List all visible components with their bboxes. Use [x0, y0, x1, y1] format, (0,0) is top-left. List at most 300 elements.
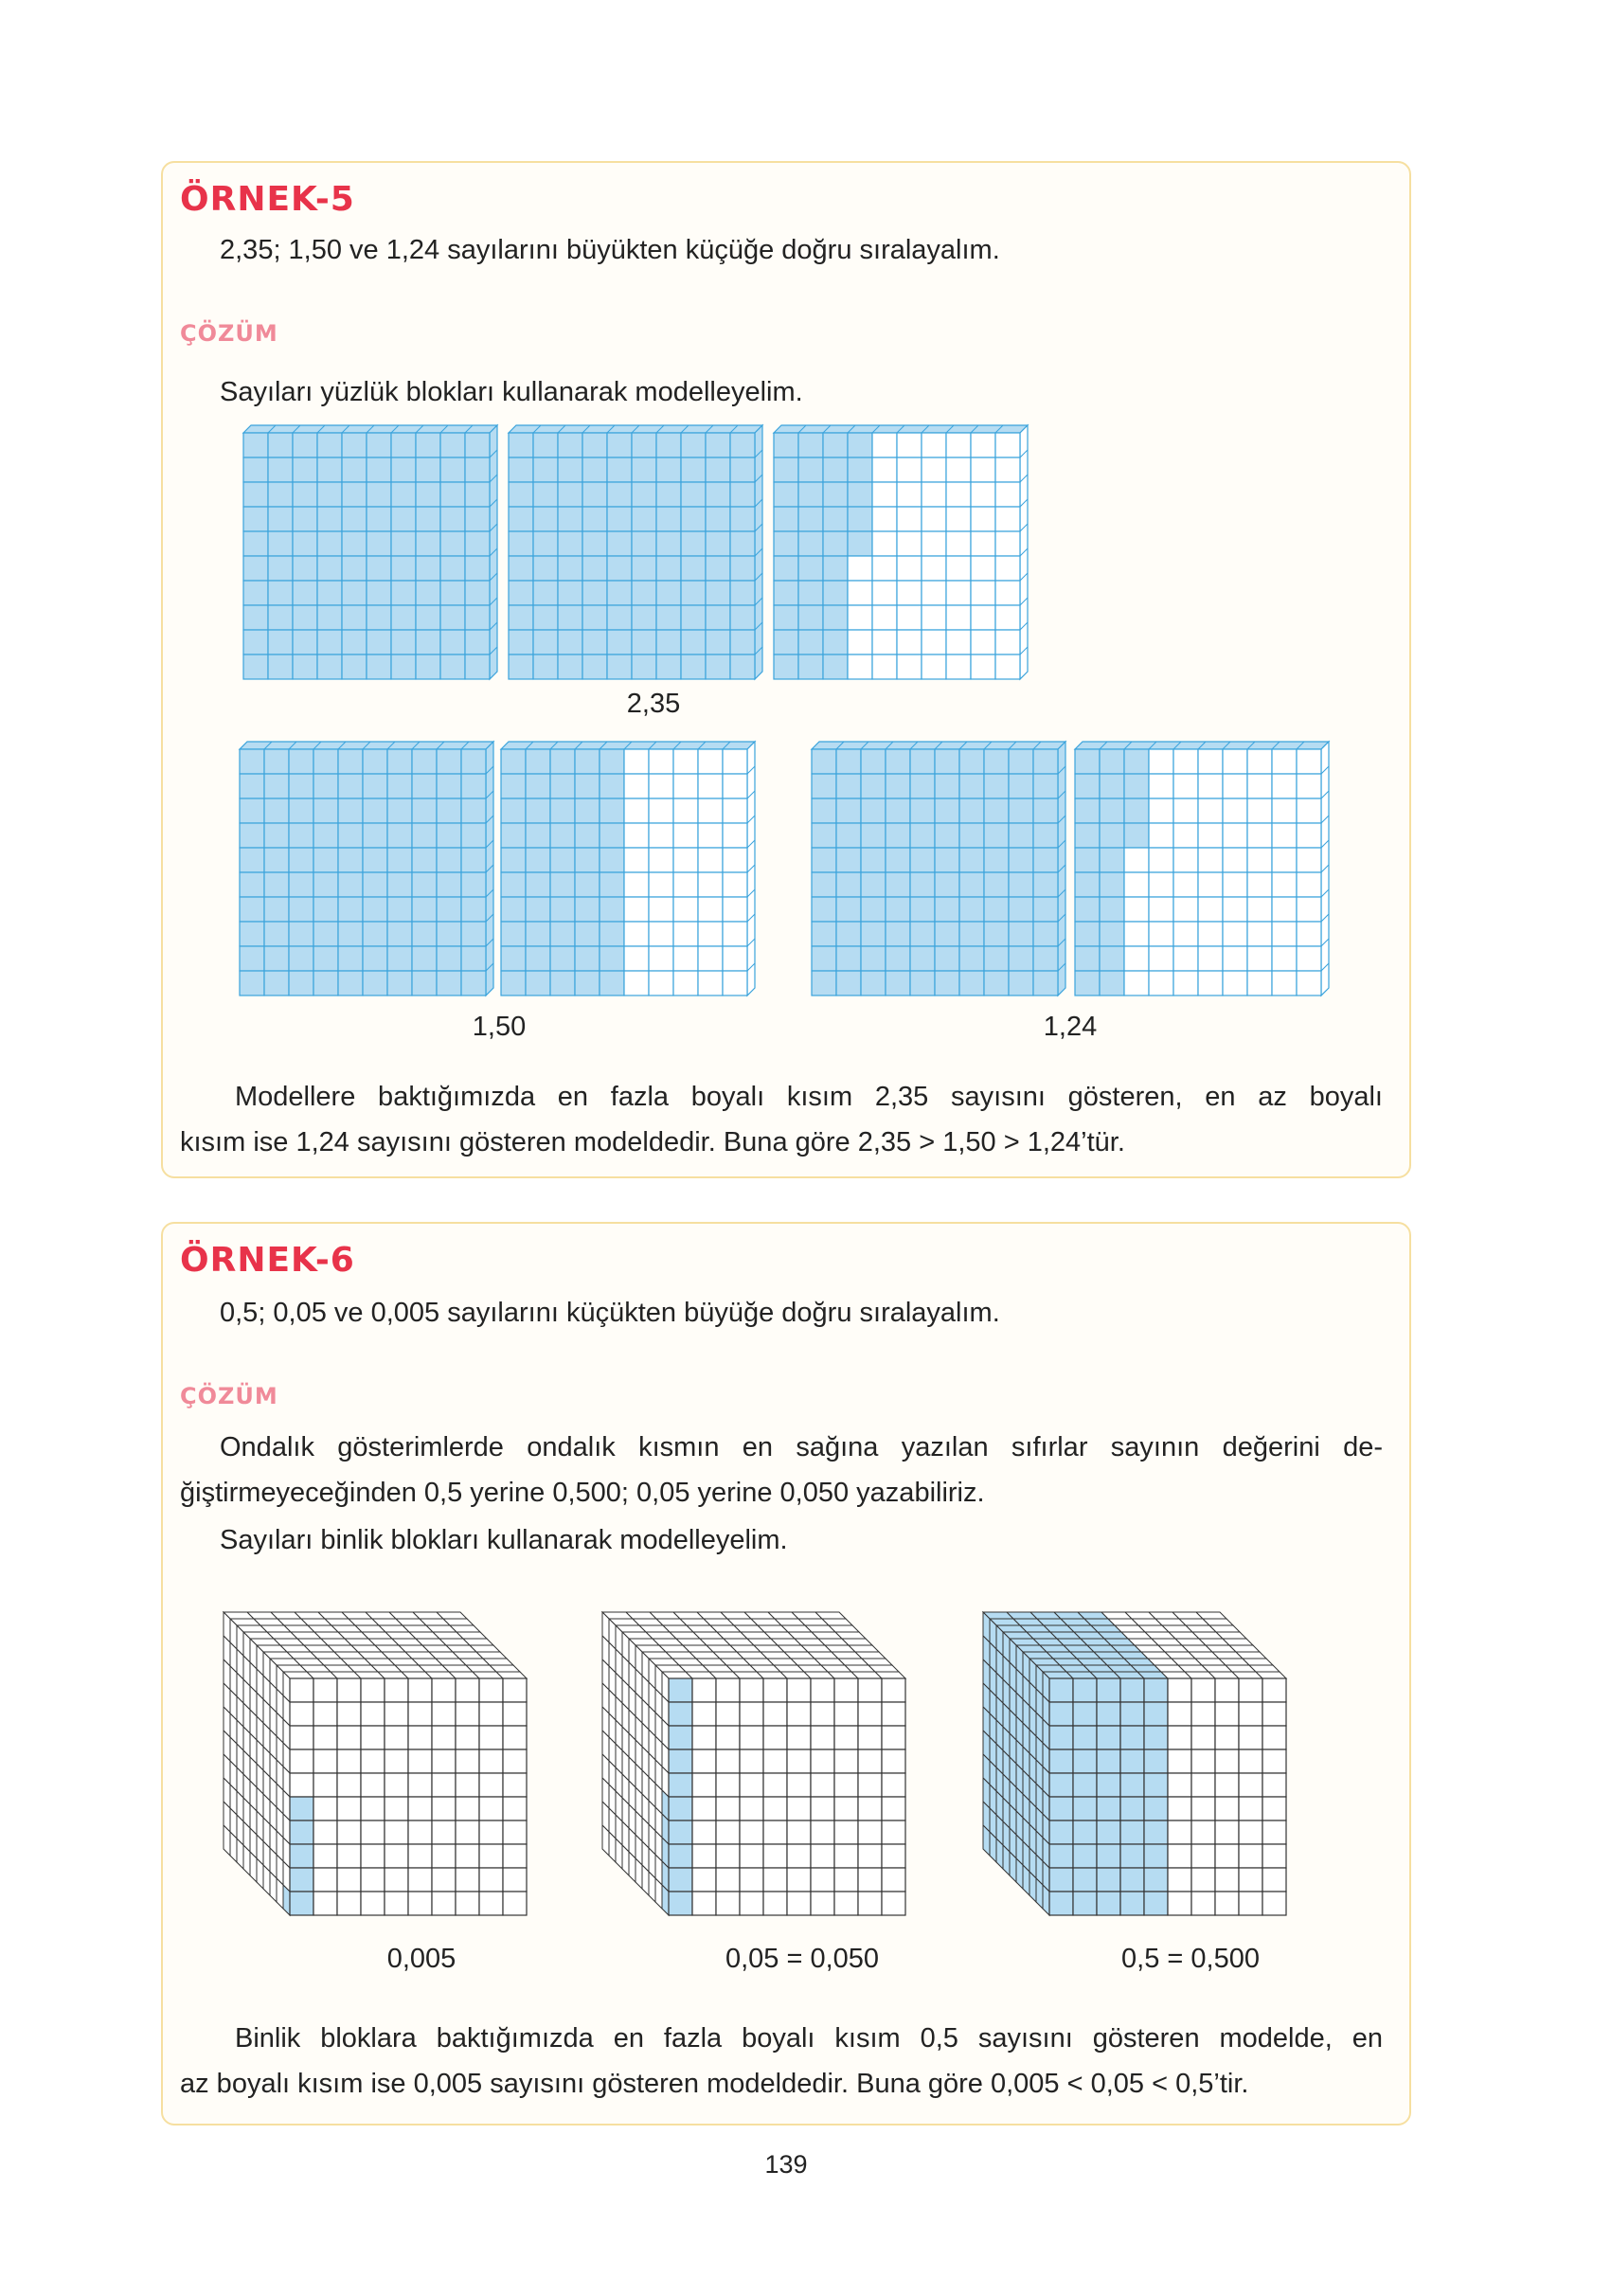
hundred-cell: [861, 946, 886, 971]
hundred-cell: [1223, 971, 1247, 996]
hundred-cell: [971, 581, 995, 605]
hundred-cell: [730, 655, 755, 679]
hundred-cell: [363, 897, 387, 922]
thousand-cell: [1120, 1868, 1144, 1892]
hundred-cell: [1198, 922, 1223, 946]
thousand-cell: [479, 1797, 503, 1821]
hundred-cell: [509, 556, 533, 581]
thousand-cell: [763, 1726, 787, 1749]
hundred-cell: [706, 605, 730, 630]
hundred-cell: [995, 630, 1020, 655]
hundred-cell: [342, 457, 367, 482]
hundred-cell: [526, 897, 550, 922]
hundred-cell: [509, 630, 533, 655]
hundred-cell: [416, 531, 440, 556]
thousand-cell: [432, 1773, 456, 1797]
hundred-cell: [582, 655, 607, 679]
thousand-cell: [503, 1702, 527, 1726]
hundred-block-150-2: [500, 741, 756, 996]
hundred-cell: [387, 848, 412, 872]
hundred-cell: [558, 482, 582, 507]
hundred-cell: [897, 556, 922, 581]
hundred-cell: [673, 946, 698, 971]
hundred-cell: [533, 482, 558, 507]
thousand-cell: [1262, 1678, 1286, 1702]
thousand-cell: [692, 1702, 716, 1726]
thousand-cell: [787, 1868, 811, 1892]
thousand-cell: [882, 1678, 905, 1702]
hundred-cell: [1124, 774, 1149, 798]
hundred-cell: [582, 531, 607, 556]
hundred-cell: [243, 581, 268, 605]
hundred-cell: [922, 457, 946, 482]
hundred-cell: [367, 433, 391, 457]
hundred-cell: [1149, 848, 1173, 872]
hundred-cell: [289, 848, 313, 872]
thousand-cell: [692, 1773, 716, 1797]
hundred-cell: [935, 971, 959, 996]
hundred-cell: [412, 774, 437, 798]
hundred-cell: [575, 897, 600, 922]
hundred-cell: [836, 774, 861, 798]
hundred-cell: [910, 897, 935, 922]
thousand-cell: [882, 1749, 905, 1773]
hundred-cell: [1100, 848, 1124, 872]
thousand-cell: [1215, 1868, 1239, 1892]
thousand-cell: [337, 1726, 361, 1749]
thousand-cell: [337, 1844, 361, 1868]
hundred-cell: [812, 848, 836, 872]
hundred-cell: [848, 655, 872, 679]
hundred-cell: [848, 581, 872, 605]
hundred-cell: [1033, 823, 1058, 848]
hundred-cell: [723, 946, 747, 971]
thousand-cell: [834, 1868, 858, 1892]
hundred-cell: [656, 482, 681, 507]
hundred-cell: [1075, 897, 1100, 922]
hundred-cell: [338, 749, 363, 774]
hundred-cell: [293, 531, 317, 556]
hundred-cell: [342, 581, 367, 605]
thousand-cell: [858, 1844, 882, 1868]
thousand-cell: [1215, 1726, 1239, 1749]
hundred-cell: [823, 630, 848, 655]
hundred-cell: [624, 749, 649, 774]
hundred-cell: [706, 531, 730, 556]
hundred-cell: [240, 749, 264, 774]
hundred-cell: [607, 482, 632, 507]
hundred-cell: [823, 605, 848, 630]
hundred-cell: [886, 823, 910, 848]
hundred-cell: [293, 433, 317, 457]
hundred-cell: [886, 848, 910, 872]
hundred-cell: [342, 482, 367, 507]
hundred-cell: [632, 581, 656, 605]
example-6-title: ÖRNEK-6: [180, 1241, 355, 1280]
hundred-cell: [391, 457, 416, 482]
hundred-cell: [575, 749, 600, 774]
hundred-cell: [317, 531, 342, 556]
thousand-cell: [669, 1844, 692, 1868]
thousand-cell: [1262, 1702, 1286, 1726]
hundred-cell: [897, 507, 922, 531]
thousand-cell: [1239, 1773, 1262, 1797]
hundred-cell: [632, 531, 656, 556]
hundred-cell: [240, 823, 264, 848]
thousand-block-0-005: [222, 1610, 528, 1917]
thousand-cell: [1191, 1678, 1215, 1702]
hundred-cell: [656, 433, 681, 457]
hundred-cell: [897, 531, 922, 556]
hundred-cell: [698, 971, 723, 996]
hundred-block-124-1: [811, 741, 1066, 996]
hundred-cell: [935, 798, 959, 823]
hundred-cell: [461, 749, 486, 774]
hundred-cell: [848, 433, 872, 457]
hundred-cell: [984, 774, 1009, 798]
hundred-cell: [922, 581, 946, 605]
hundred-cell: [681, 655, 706, 679]
hundred-cell: [264, 946, 289, 971]
hundred-cell: [910, 774, 935, 798]
hundred-cell: [526, 798, 550, 823]
hundred-cell: [922, 630, 946, 655]
example-6-intro: Sayıları binlik blokları kullanarak modelleyelim.: [220, 1525, 788, 1555]
hundred-cell: [995, 581, 1020, 605]
thousand-cell: [1262, 1797, 1286, 1821]
hundred-cell: [440, 531, 465, 556]
hundred-cell: [848, 457, 872, 482]
thousand-cell: [669, 1726, 692, 1749]
hundred-block-235-3: [773, 424, 1029, 680]
example-5-box: [161, 161, 1411, 1178]
thousand-cell: [1239, 1702, 1262, 1726]
thousand-cell: [1215, 1844, 1239, 1868]
hundred-cell: [1173, 897, 1198, 922]
hundred-cell: [600, 774, 624, 798]
hundred-cell: [501, 749, 526, 774]
thousand-cell: [1144, 1892, 1168, 1915]
thousand-cell: [1262, 1844, 1286, 1868]
hundred-cell: [533, 581, 558, 605]
hundred-cell: [872, 556, 897, 581]
hundred-cell: [946, 507, 971, 531]
hundred-cell: [632, 482, 656, 507]
hundred-cell: [681, 507, 706, 531]
hundred-cell: [698, 872, 723, 897]
hundred-cell: [391, 507, 416, 531]
thousand-cell: [669, 1868, 692, 1892]
hundred-cell: [774, 457, 798, 482]
hundred-cell: [440, 581, 465, 605]
hundred-cell: [342, 556, 367, 581]
hundred-cell: [649, 774, 673, 798]
hundred-cell: [935, 872, 959, 897]
hundred-cell: [1149, 971, 1173, 996]
thousand-cell: [385, 1892, 408, 1915]
hundred-cell: [600, 872, 624, 897]
hundred-cell: [1272, 922, 1297, 946]
hundred-cell: [367, 507, 391, 531]
hundred-cell: [1075, 946, 1100, 971]
hundred-cell: [412, 848, 437, 872]
hundred-block-150-1: [239, 741, 494, 996]
hundred-cell: [1075, 774, 1100, 798]
hundred-cell: [632, 605, 656, 630]
hundred-cell: [412, 872, 437, 897]
hundred-cell: [1223, 749, 1247, 774]
thousand-cell: [1049, 1797, 1073, 1821]
thousand-cell: [1049, 1773, 1073, 1797]
hundred-cell: [632, 630, 656, 655]
thousand-cell: [1168, 1892, 1191, 1915]
hundred-cell: [363, 749, 387, 774]
hundred-cell: [550, 971, 575, 996]
hundred-block-235-2: [508, 424, 763, 680]
hundred-cell: [437, 823, 461, 848]
thousand-cell: [1168, 1773, 1191, 1797]
thousand-cell: [361, 1773, 385, 1797]
thousand-cell: [337, 1749, 361, 1773]
hundred-cell: [730, 605, 755, 630]
thousand-cell: [1215, 1678, 1239, 1702]
hundred-cell: [1100, 922, 1124, 946]
hundred-cell: [823, 556, 848, 581]
hundred-cell: [649, 897, 673, 922]
hundred-cell: [342, 531, 367, 556]
hundred-cell: [558, 457, 582, 482]
hundred-cell: [317, 556, 342, 581]
hundred-cell: [416, 655, 440, 679]
hundred-cell: [959, 798, 984, 823]
example-6-solution-label: ÇÖZÜM: [180, 1383, 278, 1409]
hundred-cell: [935, 749, 959, 774]
hundred-cell: [1297, 971, 1321, 996]
hundred-cell: [387, 971, 412, 996]
hundred-cell: [607, 433, 632, 457]
hundred-cell: [1075, 823, 1100, 848]
thousand-cell: [1262, 1892, 1286, 1915]
hundred-cell: [313, 823, 338, 848]
hundred-cell: [363, 823, 387, 848]
hundred-cell: [861, 872, 886, 897]
example-5-conclusion-2: kısım ise 1,24 sayısını gösteren modeldedir. Buna göre 2,35 > 1,50 > 1,24’tür.: [180, 1127, 1125, 1157]
hundred-cell: [440, 556, 465, 581]
hundred-cell: [798, 630, 823, 655]
hundred-cell: [848, 482, 872, 507]
hundred-cell: [984, 848, 1009, 872]
hundred-cell: [935, 946, 959, 971]
hundred-cell: [533, 655, 558, 679]
hundred-cell: [550, 872, 575, 897]
hundred-cell: [509, 433, 533, 457]
thousand-cell: [361, 1678, 385, 1702]
hundred-cell: [533, 433, 558, 457]
hundred-cell: [313, 749, 338, 774]
hundred-cell: [823, 507, 848, 531]
hundred-cell: [367, 531, 391, 556]
hundred-cell: [533, 605, 558, 630]
thousand-cell: [1144, 1868, 1168, 1892]
thousand-cell: [858, 1821, 882, 1844]
thousand-cell: [858, 1678, 882, 1702]
hundred-cell: [558, 556, 582, 581]
hundred-cell: [268, 457, 293, 482]
hundred-cell: [416, 507, 440, 531]
hundred-cell: [550, 798, 575, 823]
hundred-cell: [995, 507, 1020, 531]
hundred-cell: [848, 556, 872, 581]
hundred-cell: [338, 922, 363, 946]
hundred-cell: [1272, 971, 1297, 996]
hundred-cell: [1009, 774, 1033, 798]
hundred-cell: [624, 848, 649, 872]
hundred-cell: [1033, 897, 1058, 922]
hundred-cell: [872, 630, 897, 655]
hundred-cell: [363, 922, 387, 946]
hundred-cell: [558, 605, 582, 630]
hundred-cell: [812, 749, 836, 774]
hundred-cell: [872, 655, 897, 679]
thousand-cell: [1191, 1821, 1215, 1844]
thousand-cell: [479, 1773, 503, 1797]
hundred-cell: [391, 581, 416, 605]
thousand-cell: [716, 1892, 740, 1915]
hundred-cell: [897, 605, 922, 630]
hundred-cell: [971, 507, 995, 531]
hundred-cell: [367, 605, 391, 630]
hundred-cell: [774, 605, 798, 630]
example-5-title: ÖRNEK-5: [180, 180, 355, 219]
hundred-cell: [268, 556, 293, 581]
thousand-cell: [313, 1797, 337, 1821]
thousand-cell: [290, 1702, 313, 1726]
thousand-cell: [692, 1844, 716, 1868]
hundred-cell: [509, 605, 533, 630]
hundred-cell: [1297, 774, 1321, 798]
hundred-cell: [723, 798, 747, 823]
thousand-cell: [408, 1773, 432, 1797]
thousand-cell: [1097, 1773, 1120, 1797]
hundred-cell: [289, 897, 313, 922]
hundred-cell: [1272, 872, 1297, 897]
thousand-cell: [716, 1702, 740, 1726]
thousand-cell: [763, 1868, 787, 1892]
hundred-cell: [1247, 922, 1272, 946]
hundred-cell: [1272, 946, 1297, 971]
example-5-solution-label: ÇÖZÜM: [180, 320, 278, 347]
hundred-cell: [1297, 922, 1321, 946]
thousand-cell: [290, 1726, 313, 1749]
hundred-cell: [289, 774, 313, 798]
thousand-cell: [882, 1868, 905, 1892]
hundred-cell: [995, 556, 1020, 581]
hundred-cell: [897, 581, 922, 605]
hundred-cell: [959, 897, 984, 922]
thousand-cell: [834, 1773, 858, 1797]
thousand-cell: [1097, 1749, 1120, 1773]
thousand-cell: [1215, 1749, 1239, 1773]
hundred-cell: [465, 457, 490, 482]
thousand-cell: [408, 1844, 432, 1868]
hundred-cell: [243, 556, 268, 581]
hundred-cell: [984, 798, 1009, 823]
thousand-cell: [432, 1678, 456, 1702]
hundred-cell: [812, 823, 836, 848]
hundred-cell: [1149, 897, 1173, 922]
hundred-cell: [461, 774, 486, 798]
hundred-cell: [848, 531, 872, 556]
hundred-cell: [1223, 823, 1247, 848]
hundred-cell: [681, 581, 706, 605]
thousand-cell: [290, 1868, 313, 1892]
thousand-cell: [811, 1892, 834, 1915]
thousand-cell: [1239, 1678, 1262, 1702]
thousand-cell: [787, 1702, 811, 1726]
hundred-cell: [575, 872, 600, 897]
thousand-cell: [811, 1868, 834, 1892]
hundred-cell: [730, 556, 755, 581]
hundred-cell: [264, 823, 289, 848]
hundred-cell: [437, 922, 461, 946]
hundred-cell: [1223, 897, 1247, 922]
hundred-cell: [268, 482, 293, 507]
hundred-cell: [1124, 749, 1149, 774]
hundred-cell: [723, 872, 747, 897]
hundred-cell: [681, 457, 706, 482]
hundred-cell: [774, 482, 798, 507]
thousand-cell: [858, 1702, 882, 1726]
hundred-cell: [243, 507, 268, 531]
thousand-cell: [1239, 1844, 1262, 1868]
hundred-cell: [607, 556, 632, 581]
hundred-cell: [1198, 774, 1223, 798]
thousand-cell: [1144, 1678, 1168, 1702]
hundred-cell: [1247, 872, 1272, 897]
hundred-cell: [861, 798, 886, 823]
thousand-cell: [692, 1749, 716, 1773]
hundred-cell: [465, 655, 490, 679]
hundred-cell: [416, 482, 440, 507]
thousand-cell: [385, 1844, 408, 1868]
thousand-cell: [763, 1749, 787, 1773]
hundred-cell: [836, 872, 861, 897]
hundred-cell: [293, 507, 317, 531]
hundred-cell: [440, 482, 465, 507]
thousand-cell: [1097, 1868, 1120, 1892]
hundred-cell: [313, 946, 338, 971]
hundred-cell: [922, 605, 946, 630]
hundred-cell: [600, 848, 624, 872]
hundred-cell: [823, 581, 848, 605]
hundred-cell: [509, 531, 533, 556]
hundred-cell: [798, 457, 823, 482]
hundred-cell: [673, 848, 698, 872]
thousand-cell: [385, 1797, 408, 1821]
hundred-cell: [600, 823, 624, 848]
hundred-cell: [632, 457, 656, 482]
thousand-cell: [1239, 1821, 1262, 1844]
hundred-cell: [848, 630, 872, 655]
thousand-block-0-5: [981, 1610, 1288, 1917]
hundred-cell: [268, 507, 293, 531]
hundred-cell: [1124, 922, 1149, 946]
thousand-cell: [1049, 1868, 1073, 1892]
hundred-cell: [946, 482, 971, 507]
hundred-cell: [342, 507, 367, 531]
hundred-cell: [1124, 872, 1149, 897]
hundred-cell: [959, 823, 984, 848]
